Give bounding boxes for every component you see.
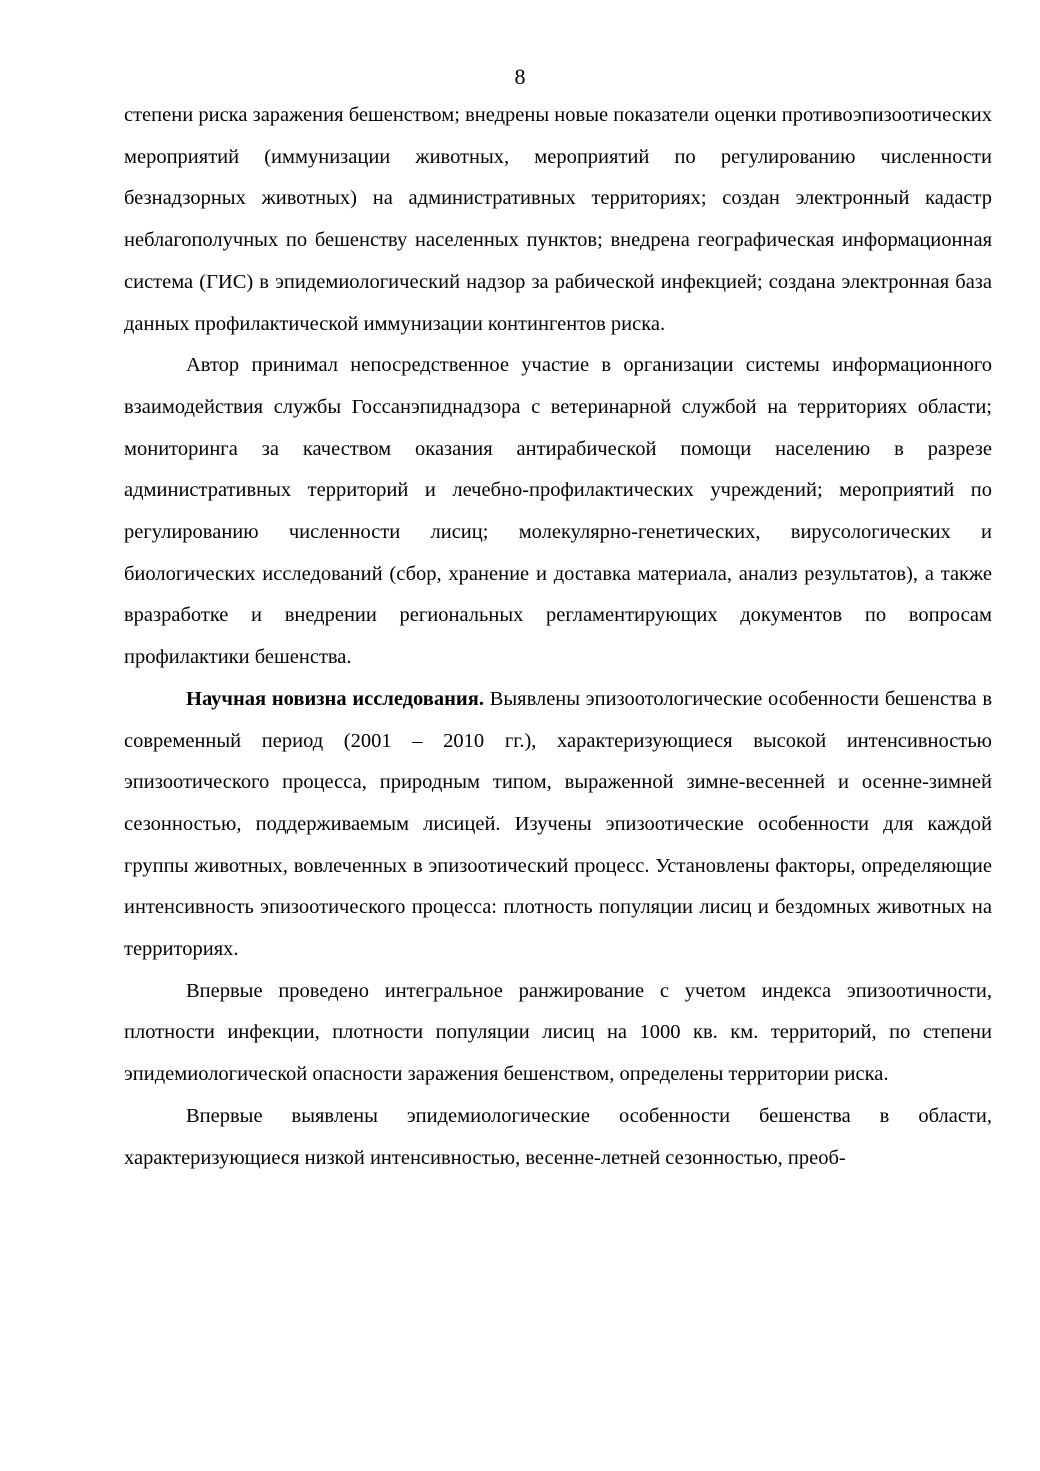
paragraph-1-text: степени риска заражения бешенством; внедрены новые показатели оценки противоэпизоотических мероприятий (иммунизации животных, мероприятий по регулированию численности безнадзорных животных) на административных территориях; создан электронный кадастр неблагополучных по бешенству населенных пунктов; внедрена географическая информационная система (ГИС) в эпидемиологический надзор за рабической инфекцией; создана электронная база данных профилактической иммунизации контингентов риска. <box>124 104 992 335</box>
paragraph-2 <box>124 345 992 679</box>
paragraph-2-text: Автор принимал непосредственное участие в организации системы информационного взаимодействия службы Госсанэпиднадзора с ветеринарной службой на территориях области; мониторинга за качеством оказания антирабической помощи населению в разрезе административных территорий и лечебно-профилактических учреждений; мероприятий по регулированию численности лисиц; молекулярно-генетических, вирусологических и биологических исследований (сбор, хранение и доставка материала, анализ результатов), а также вразработке и внедрении региональных регламентирующих документов по вопросам профилактики бешенства. <box>124 354 992 669</box>
section-heading-novelty: Научная новизна исследования. <box>186 687 484 710</box>
paragraph-1 <box>124 95 992 345</box>
paragraph-5 <box>124 1096 992 1179</box>
paragraph-3-text: Выявлены эпизоотологические особенности бешенства в современный период (2001 – 2010 гг.), характеризующиеся высокой интенсивностью эпизоотического процесса, природным типом, выраженной зимне-весенней и осенне-зимней сезонностью, поддерживаемым лисицей. Изучены эпизоотические особенности для каждой группы животных, вовлеченных в эпизоотический процесс. Установлены факторы, определяющие интенсивность эпизоотического процесса: плотность популяции лисиц и бездомных животных на территориях. <box>124 687 992 961</box>
paragraph-5-text: Впервые выявлены эпидемиологические особенности бешенства в области, характеризующиеся низкой интенсивностью, весенне-летней сезонностью, преоб- <box>124 1104 992 1169</box>
paragraph-4 <box>124 971 992 1096</box>
document-body <box>124 95 992 1179</box>
page-number: 8 <box>514 64 526 89</box>
paragraph-3 <box>124 679 992 971</box>
paragraph-4-text: Впервые проведено интегральное ранжирование с учетом индекса эпизоотичности, плотности инфекции, плотности популяции лисиц на 1000 кв. км. территорий, по степени эпидемиологической опасности заражения бешенством, определены территории риска. <box>124 979 992 1086</box>
